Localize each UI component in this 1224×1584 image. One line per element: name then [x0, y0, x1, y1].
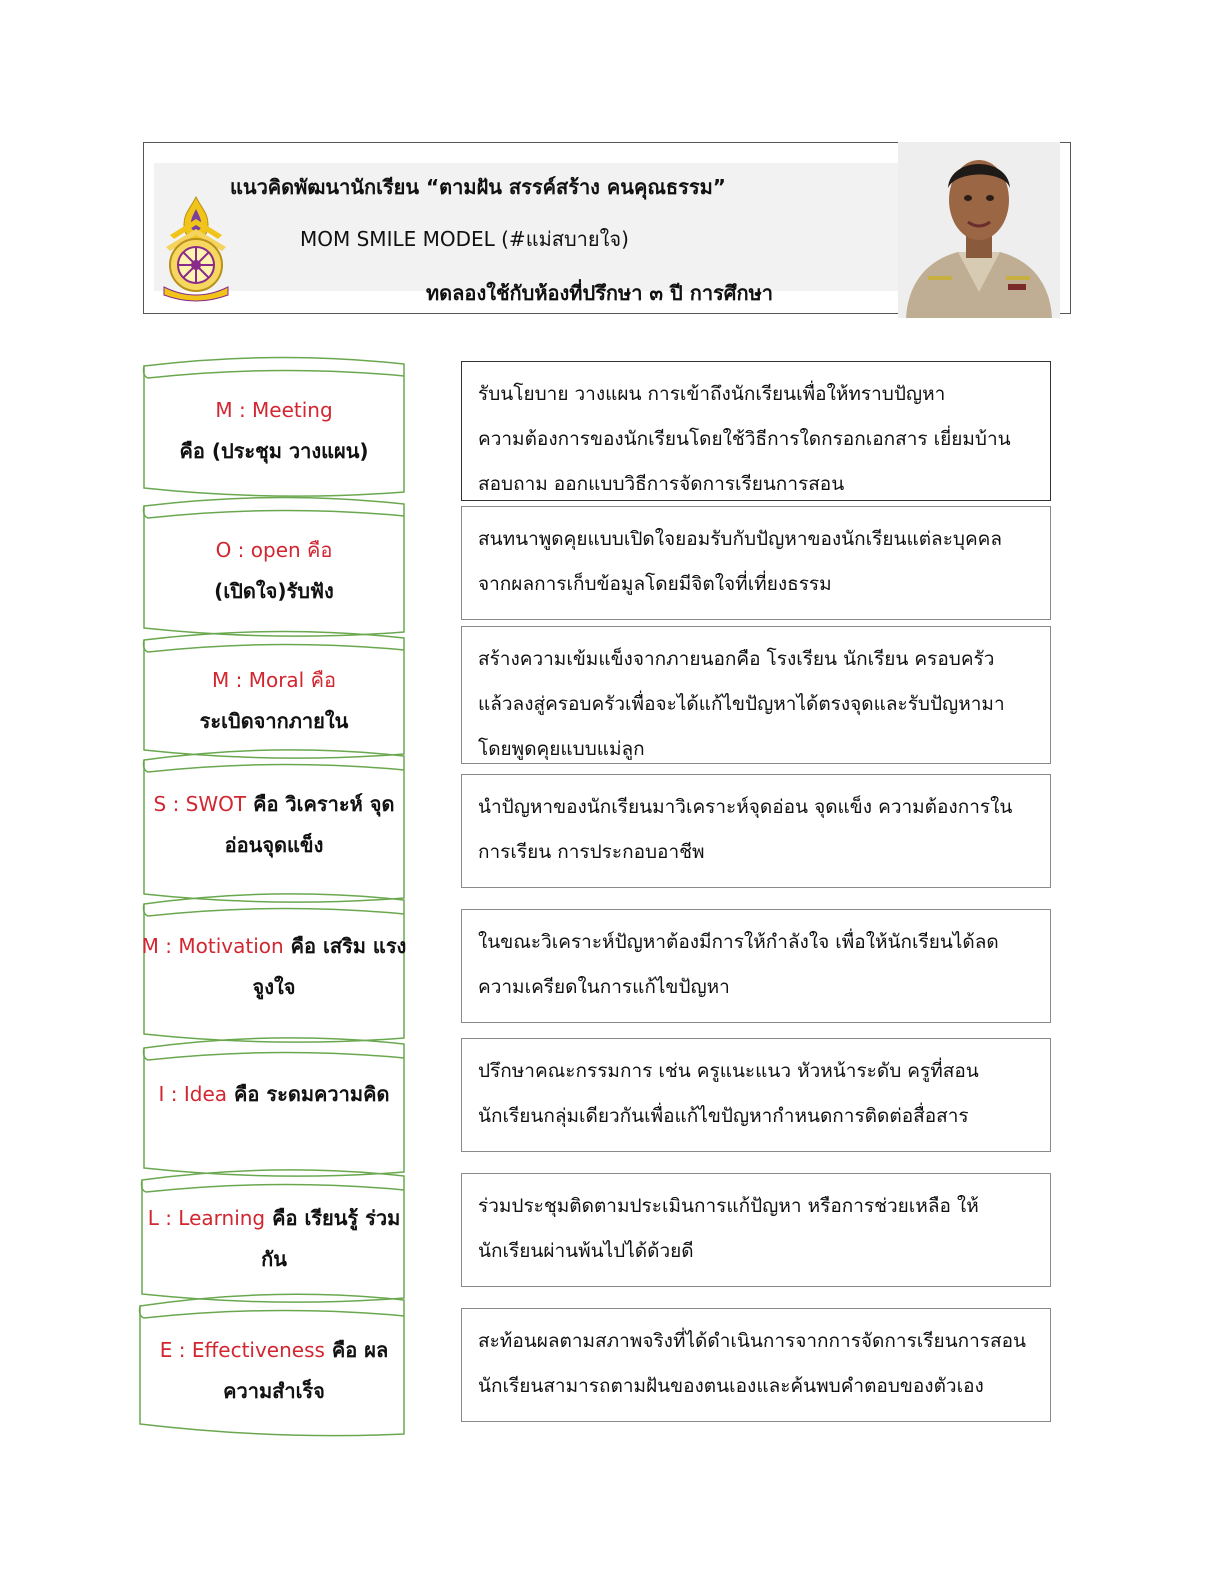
school-logo-icon [162, 195, 230, 303]
desc-line: นำปัญหาของนักเรียนมาวิเคราะห์จุดอ่อน จุดแข็ง ความต้องการใน [478, 796, 1013, 818]
desc-line: นักเรียนสามารถตามฝันของตนเองและค้นพบคำตอบของตัวเอง [478, 1375, 984, 1397]
step-meaning: คือ (ประชุม วางแผน) [179, 439, 369, 463]
step-key: O : open คือ [215, 538, 333, 562]
desc-line: สอบถาม ออกแบบวิธีการจัดการเรียนการสอน [478, 473, 845, 495]
desc-line: สร้างความเข้มแข็งจากภายนอกคือ โรงเรียน นักเรียน ครอบครัว [478, 648, 995, 670]
teacher-photo [898, 142, 1060, 318]
desc-box-moral [461, 626, 1051, 764]
desc-line: รับนโยบาย วางแผน การเข้าถึงนักเรียนเพื่อให้ทราบปัญหา [478, 383, 946, 405]
step-key: L : Learning [147, 1206, 266, 1230]
step-scroll-meeting [136, 356, 416, 504]
step-meaning: คือ เสริม แรงจูงใจ [252, 934, 407, 999]
desc-line: ปรึกษาคณะกรรมการ เช่น ครูแนะแนว หัวหน้าระดับ ครูที่สอน [478, 1060, 979, 1082]
desc-box-open [461, 506, 1051, 620]
step-scroll-effectiveness [136, 1290, 416, 1438]
step-key: E : Effectiveness [159, 1338, 325, 1362]
step-key: M : Meeting [215, 398, 333, 422]
desc-box-motivation [461, 909, 1051, 1023]
desc-line: ความต้องการของนักเรียนโดยใช้วิธีการใดกรอกเอกสาร เยี่ยมบ้าน [478, 428, 1011, 450]
header-model-name: MOM SMILE MODEL (#แม่สบายใจ) [300, 227, 629, 251]
desc-line: ความเครียดในการแก้ไขปัญหา [478, 976, 730, 998]
step-key: M : Moral คือ [212, 668, 336, 692]
desc-line: นักเรียนกลุ่มเดียวกันเพื่อแก้ไขปัญหากำหนดการติดต่อสื่อสาร [478, 1105, 969, 1127]
header-subtitle: ทดลองใช้กับห้องที่ปรึกษา ๓ ปี การศึกษา [426, 281, 774, 305]
desc-box-effectiveness [461, 1308, 1051, 1422]
desc-line: โดยพูดคุยแบบแม่ลูก [478, 738, 645, 760]
step-meaning: ระเบิดจากภายใน [199, 709, 349, 733]
desc-line: จากผลการเก็บข้อมูลโดยมีจิตใจที่เที่ยงธรรม [478, 573, 832, 595]
desc-line: ร่วมประชุมติดตามประเมินการแก้ปัญหา หรือการช่วยเหลือ ให้ [478, 1195, 979, 1217]
desc-line: สะท้อนผลตามสภาพจริงที่ได้ดำเนินการจากการจัดการเรียนการสอน [478, 1330, 1026, 1352]
desc-line: แล้วลงสู่ครอบครัวเพื่อจะได้แก้ไขปัญหาได้ตรงจุดและรับปัญหามา [478, 693, 1005, 715]
desc-box-learning [461, 1173, 1051, 1287]
step-meaning: คือ เรียนรู้ ร่วมกัน [261, 1206, 401, 1271]
step-scroll-moral [136, 628, 416, 762]
step-meaning: คือ วิเคราะห์ จุดอ่อนจุดแข็ง [224, 792, 395, 857]
step-scroll-idea [136, 1034, 416, 1184]
desc-line: นักเรียนผ่านพ้นไปได้ด้วยดี [478, 1240, 694, 1262]
step-scroll-learning [136, 1166, 416, 1308]
header-title: แนวคิดพัฒนานักเรียน “ตามฝัน สรรค์สร้าง คนคุณธรรม” [230, 175, 726, 199]
desc-box-meeting [461, 361, 1051, 501]
step-scroll-open [136, 494, 416, 642]
step-key: S : SWOT [153, 792, 247, 816]
step-scroll-motivation [136, 890, 416, 1050]
step-scroll-swot [136, 746, 416, 910]
step-key: I : Idea [158, 1082, 228, 1106]
desc-line: การเรียน การประกอบอาชีพ [478, 841, 705, 863]
step-meaning: (เปิดใจ)รับฟัง [214, 579, 334, 603]
desc-box-swot [461, 774, 1051, 888]
desc-line: ในขณะวิเคราะห์ปัญหาต้องมีการให้กำลังใจ เพื่อให้นักเรียนได้ลด [478, 931, 999, 953]
desc-line: สนทนาพูดคุยแบบเปิดใจยอมรับกับปัญหาของนักเรียนแต่ละบุคคล [478, 528, 1003, 550]
step-key: M : Motivation [141, 934, 284, 958]
desc-box-idea [461, 1038, 1051, 1152]
step-meaning: คือ ระดมความคิด [234, 1082, 390, 1106]
step-meaning: คือ ผล ความสำเร็จ [223, 1338, 389, 1403]
